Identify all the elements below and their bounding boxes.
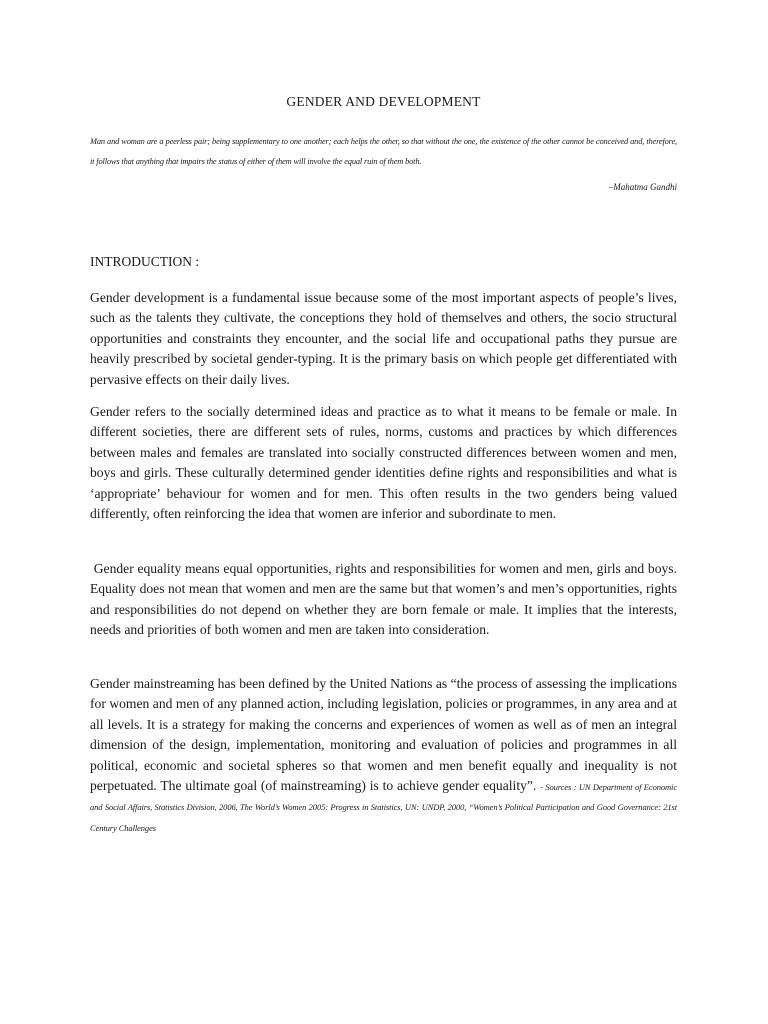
paragraph-gender-development: Gender development is a fundamental issue because some of the most important aspects of people’s lives, such as the talents they cultivate, the conceptions they hold of themselves and others, the socio structural opportunities and constraints they encounter, and the social life and occupational paths they pursue are heavily prescribed by societal gender-typing. It is the primary basis on which people get differentiated with pervasive effects on their daily lives. [90,290,677,387]
section-heading-introduction: INTRODUCTION : [90,254,200,269]
document-title: GENDER AND DEVELOPMENT [286,94,481,109]
epigraph-attribution: –Mahatma Gandhi [608,182,677,192]
mainstreaming-text: Gender mainstreaming has been defined by the United Nations as “the process of assessing the implications for women and men of any planned action, including legislation, policies or programmes, in any area and at all levels. It is a strategy for making the concerns and experiences of women as well as of men an integral dimension of the design, implementation, monitoring and evaluation of policies and programmes in all political, economic and societal spheres so that women and men benefit equally and inequality is not perpetuated. The ultimate goal (of mainstreaming) is to achieve gender equality”. [90,676,677,794]
paragraph-gender-mainstreaming [90,674,677,837]
sources-citation: - Sources : UN Department of Economic and Social Affairs, Statistics Division, 2006, The World’s Women 2005: Progress in Statistics, UN: UNDP, 2000, “Women’s Political Participation and Good Governance: 21st Century Challenges [90,782,677,833]
paragraph-gender-equality: Gender equality means equal opportunities, rights and responsibilities for women and men, girls and boys. Equality does not mean that women and men are the same but that women’s and men’s opportunities, rights and responsibilities do not depend on whether they are born female or male. It implies that the interests, needs and priorities of both women and men are taken into consideration. [90,561,677,638]
paragraph-gender-definition: Gender refers to the socially determined ideas and practice as to what it means to be female or male. In different societies, there are different sets of rules, norms, customs and practices by which differences between males and females are translated into socially constructed differences between women and men, boys and girls. These culturally determined gender identities define rights and responsibilities and what is ‘appropriate’ behaviour for women and for men. This often results in the two genders being valued differently, often reinforcing the idea that women are inferior and subordinate to men. [90,404,677,522]
epigraph-quote: Man and woman are a peerless pair; being supplementary to one another; each helps the other, so that without the one, the existence of the other cannot be conceived and, therefore, it follows that anything that impairs the status of either of them will involve the equal ruin of them both. [90,137,677,166]
